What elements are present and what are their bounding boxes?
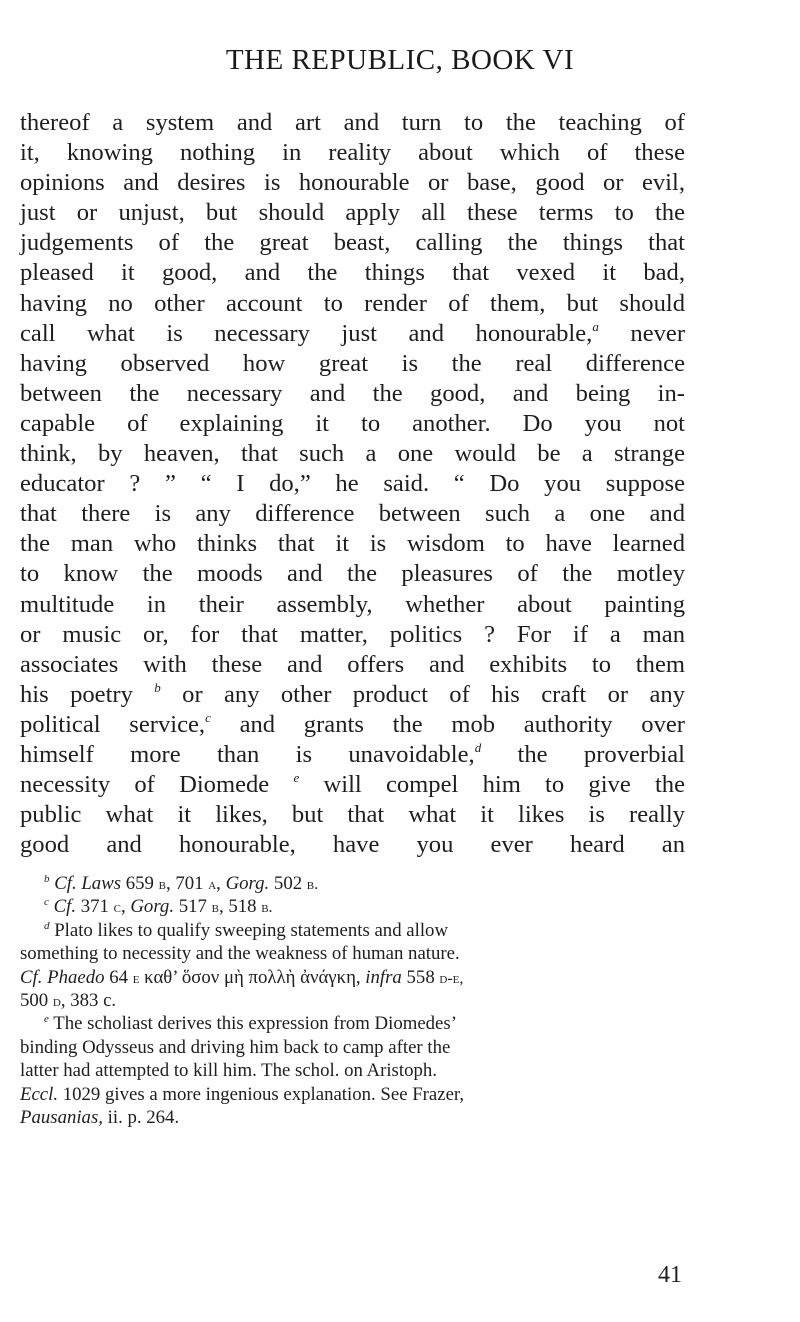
body-line: necessity of Diomede $^e$ will compel him to give the — [20, 770, 686, 799]
footnote-e-line: Pausanias, ii. p. 264. — [20, 1106, 180, 1128]
body-line: judgements of the great beast, calling the things that — [20, 229, 685, 257]
footnote-ref-e: e — [293, 770, 300, 786]
body-line: call what is necessary just and honourable,$^a$ never — [20, 318, 686, 347]
footnote-ref-d: d — [474, 739, 482, 755]
body-line: public what it likes, but that what it likes is really — [20, 801, 685, 829]
body-text — [20, 108, 685, 860]
footnote-e-line: latter had attempted to kill him. The schol. on Aristoph. — [20, 1060, 437, 1082]
body-line: political service,$^c$ and grants the mob authority over — [20, 709, 685, 738]
body-line: it, knowing nothing in reality about which of these — [20, 139, 685, 167]
footnote-d: $^d$ Plato likes to qualify sweeping statements and allow — [44, 919, 449, 941]
body-line: to know the moods and the pleasures of the motley — [20, 560, 685, 588]
page-number: 41 — [658, 1262, 682, 1288]
body-line: educator ? ” “ I do,” he said. “ Do you suppose — [20, 470, 685, 498]
footnote-d-line: something to necessity and the weakness of human nature. — [20, 943, 460, 965]
footnote-b: $^b$ Cf. Laws 659 b, 701 a, Gorg. 502 b. — [44, 873, 319, 894]
body-line: his poetry $^b$ or any other product of his craft or any — [20, 679, 685, 708]
body-line: think, by heaven, that such a one would be a strange — [20, 440, 685, 468]
running-head: THE REPUBLIC, BOOK VI — [225, 44, 575, 76]
greek-quote: καθ’ ὅσον μὴ πολλὴ ἀνάγκη, — [144, 966, 361, 988]
body-line: pleased it good, and the things that vexed it bad, — [20, 259, 685, 287]
body-line: the man who thinks that it is wisdom to have learned — [20, 530, 685, 558]
body-line: that there is any difference between such a one and — [20, 500, 685, 528]
footnote-e-line: Eccl. 1029 gives a more ingenious explanation. See Frazer, — [20, 1083, 465, 1105]
body-line: good and honourable, have you ever heard an — [20, 831, 685, 859]
footnote-c: $^c$ Cf. 371 c, Gorg. 517 b, 518 b. — [44, 896, 273, 918]
footnote-e: $^e$ The scholiast derives this expression from Diomedes’ — [44, 1013, 457, 1035]
footnote-ref-b: b — [154, 679, 161, 695]
footnotes — [20, 872, 682, 1129]
body-line: or music or, for that matter, politics ? For if a man — [20, 620, 685, 648]
footnote-e-line: binding Odysseus and driving him back to camp after the — [20, 1036, 451, 1058]
footnote-ref-c: c — [205, 709, 211, 725]
body-line: associates with these and offers and exhibits to them — [20, 650, 685, 678]
body-line: thereof a system and art and turn to the teaching of — [20, 109, 685, 136]
footnote-d-line: Cf. Phaedo 64 e καθ’ ὅσον μὴ πολλὴ ἀνάγκη, infra 558 d-e, — [20, 966, 464, 988]
body-line: between the necessary and the good, and being in- — [20, 379, 685, 407]
body-line: just or unjust, but should apply all these terms to the — [20, 199, 685, 227]
footnote-d-line: 500 d, 383 c. — [20, 989, 117, 1011]
body-line: multitude in their assembly, whether about painting — [20, 590, 685, 618]
body-line: capable of explaining it to another. Do you not — [20, 409, 685, 437]
body-line: having no other account to render of them, but should — [20, 289, 685, 317]
footnote-ref-a: a — [592, 318, 599, 334]
body-line: having observed how great is the real difference — [20, 349, 685, 377]
body-line: opinions and desires is honourable or base, good or evil, — [20, 169, 685, 197]
body-line: himself more than is unavoidable,$^d$ the proverbial — [20, 739, 685, 768]
